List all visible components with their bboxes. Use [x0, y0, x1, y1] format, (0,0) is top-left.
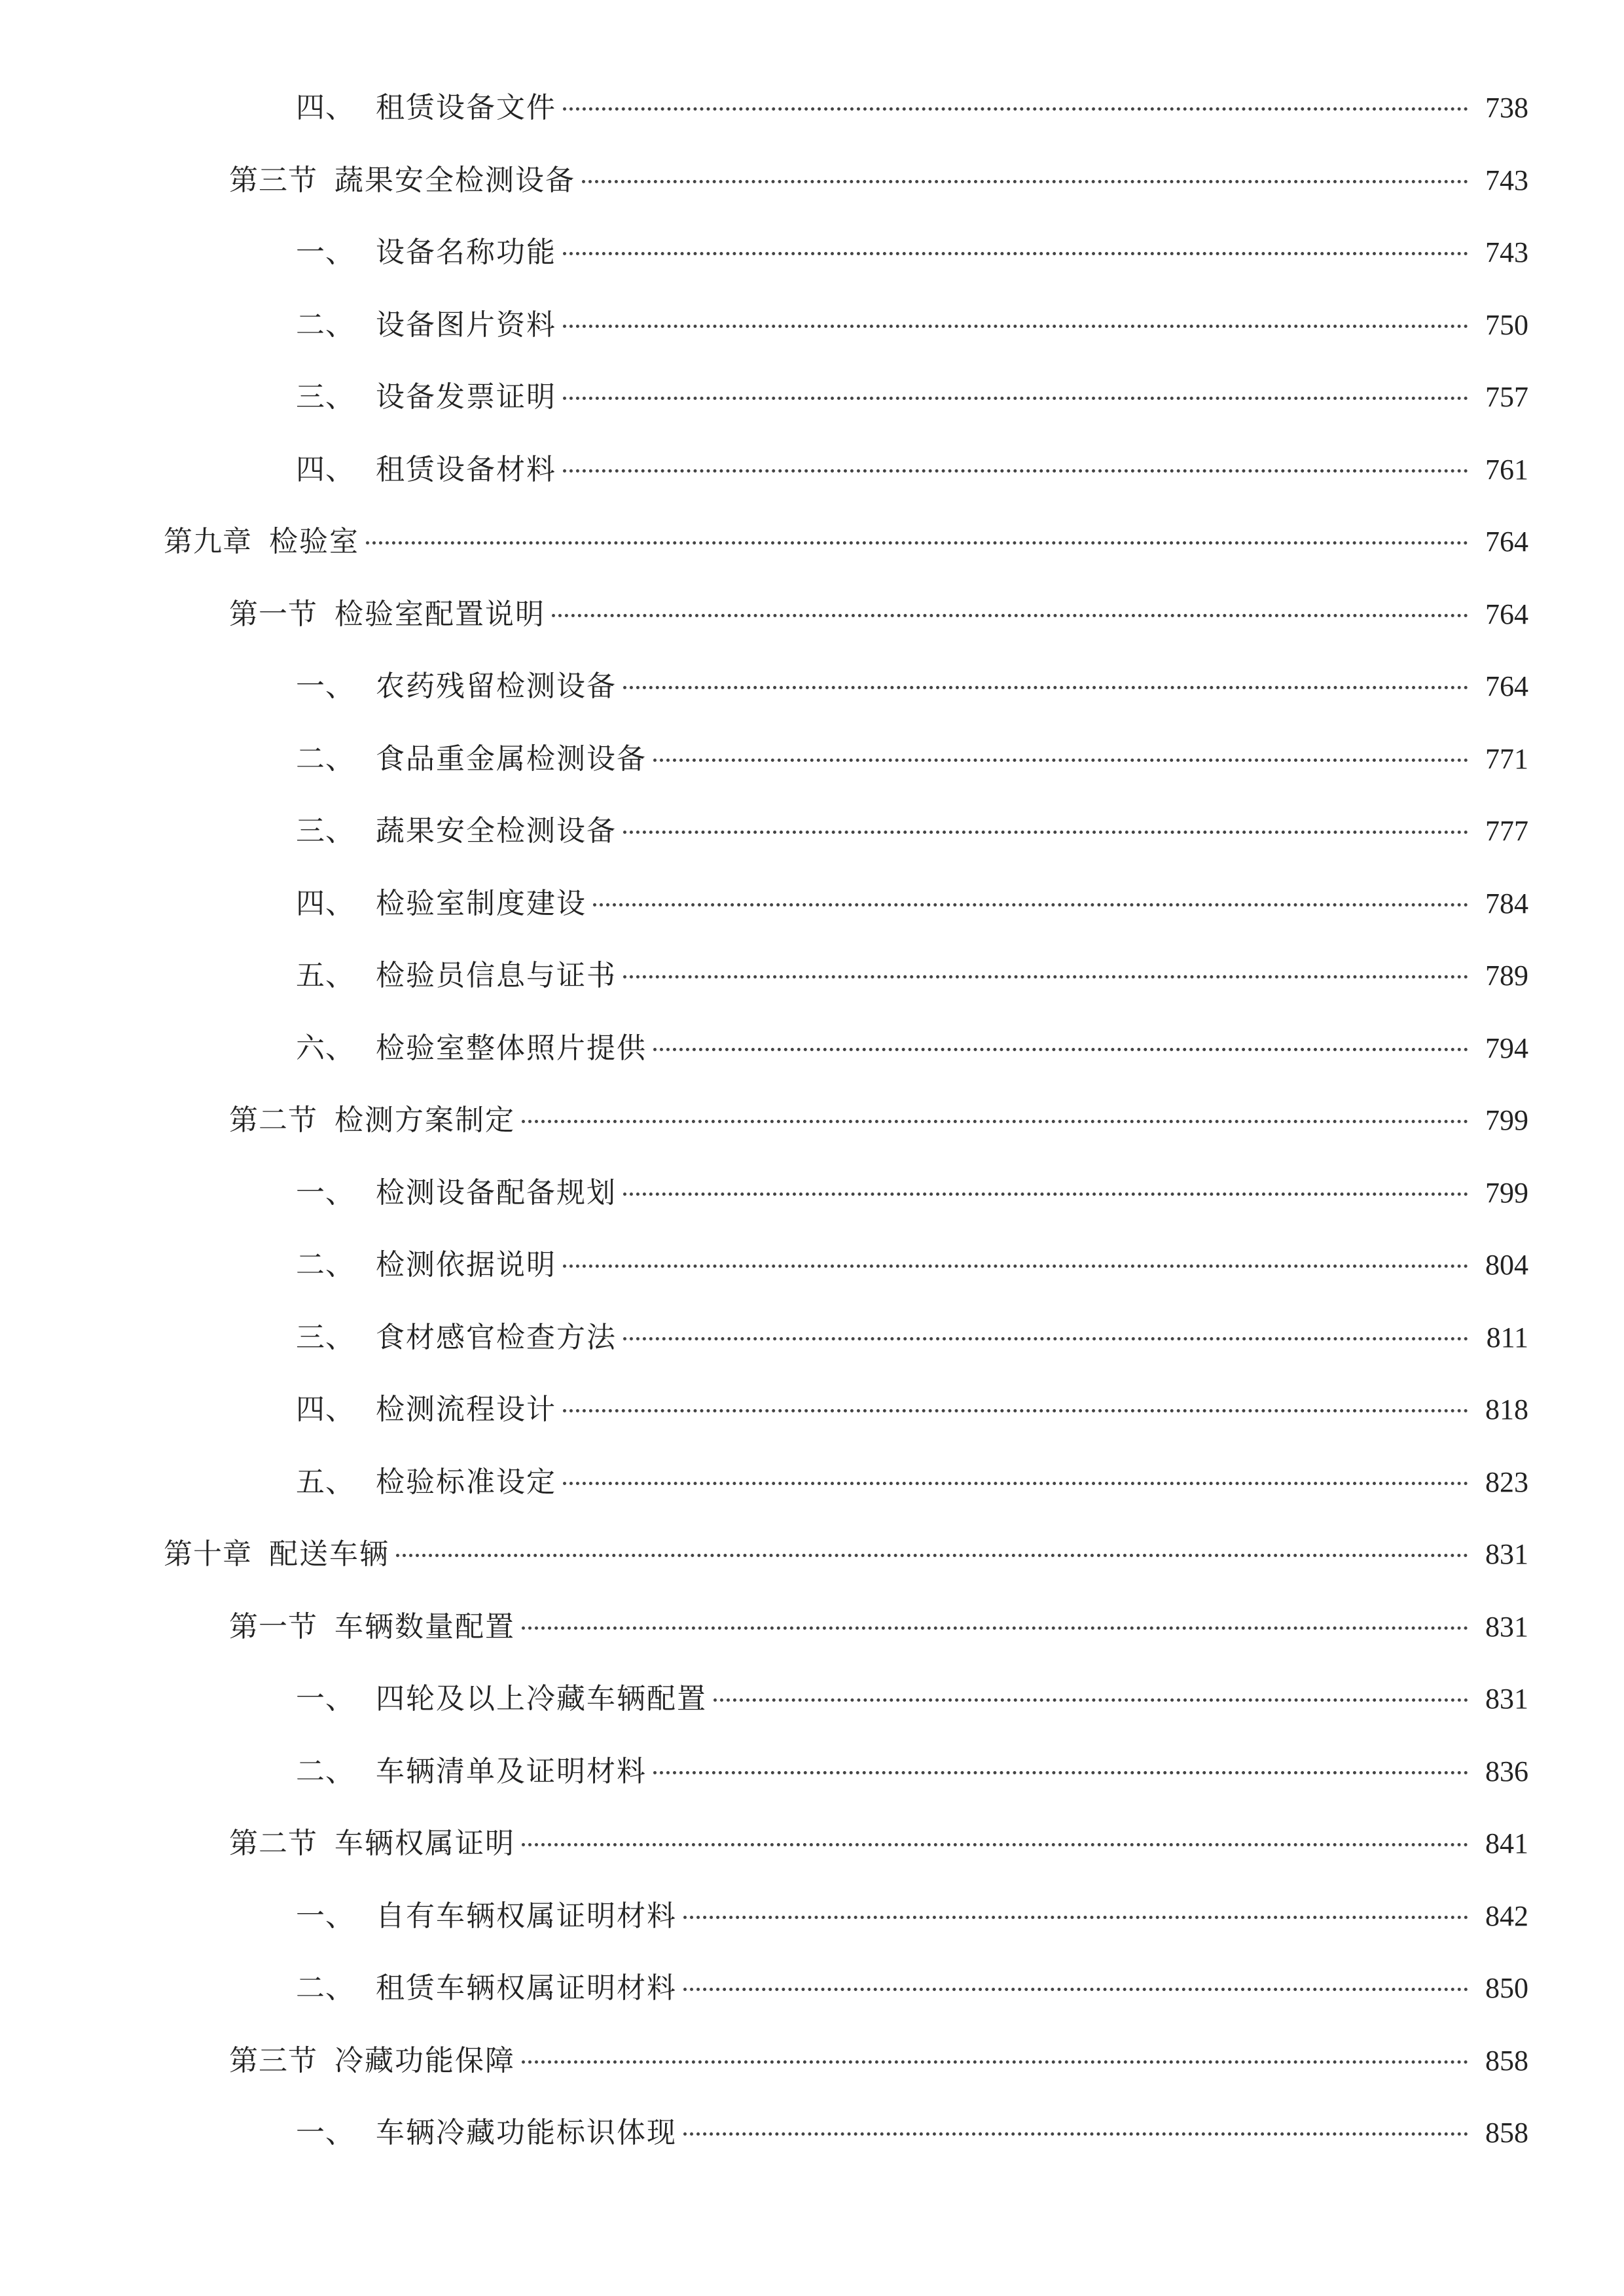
toc-entry-title: 食品重金属检测设备 — [376, 742, 647, 776]
toc-entry-title: 车辆权属证明 — [334, 1827, 515, 1860]
toc-entry-level-3[interactable] — [296, 1460, 1528, 1505]
toc-entry-page-number: 789 — [1485, 960, 1528, 992]
toc-entry-title: 检验标准设定 — [376, 1465, 556, 1499]
toc-entry-title: 检验室配置说明 — [334, 597, 545, 631]
toc-entry-level-3[interactable] — [296, 881, 1528, 927]
toc-entry-page-number: 850 — [1485, 1972, 1528, 2004]
toc-entry-page-number: 804 — [1485, 1249, 1528, 1281]
toc-entry-level-3[interactable] — [296, 1893, 1528, 1939]
toc-entry-level-3[interactable] — [296, 302, 1528, 348]
toc-entry-level-3[interactable] — [296, 1242, 1528, 1288]
toc-entry-level-3[interactable] — [296, 953, 1528, 999]
toc-entry-page-number: 811 — [1486, 1321, 1528, 1354]
toc-entry-number: 四、 — [296, 91, 355, 124]
dot-leader — [653, 1048, 1468, 1051]
dot-leader — [563, 107, 1468, 111]
toc-entry-number: 第一节 — [229, 597, 317, 631]
toc-entry-title: 农药残留检测设备 — [376, 670, 617, 703]
toc-entry-page-number: 831 — [1485, 1538, 1528, 1570]
toc-entry-level-2[interactable] — [229, 2038, 1528, 2084]
dot-leader — [563, 1409, 1468, 1412]
toc-entry-number: 四、 — [296, 1393, 355, 1426]
toc-entry-title: 检测流程设计 — [376, 1393, 556, 1426]
dot-leader — [522, 2060, 1468, 2064]
toc-entry-level-2[interactable] — [229, 592, 1528, 637]
toc-entry-page-number: 750 — [1485, 308, 1528, 341]
toc-entry-level-3[interactable] — [296, 1749, 1528, 1795]
toc-entry-title: 检测方案制定 — [334, 1103, 515, 1137]
toc-entry-page-number: 831 — [1485, 1610, 1528, 1643]
toc-entry-level-2[interactable] — [229, 158, 1528, 204]
toc-entry-page-number: 836 — [1485, 1755, 1528, 1787]
toc-entry-number: 六、 — [296, 1031, 355, 1065]
toc-entry-level-1[interactable] — [164, 519, 1528, 565]
toc-entry-number: 一、 — [296, 2116, 355, 2149]
toc-entry-level-2[interactable] — [229, 1604, 1528, 1650]
toc-entry-page-number: 743 — [1485, 236, 1528, 268]
toc-entry-number: 二、 — [296, 1754, 355, 1788]
toc-entry-level-1[interactable] — [164, 1532, 1528, 1577]
toc-entry-number: 二、 — [296, 742, 355, 776]
toc-entry-title: 配送车辆 — [269, 1537, 389, 1571]
dot-leader — [582, 180, 1468, 183]
toc-entry-title: 四轮及以上冷藏车辆配置 — [376, 1682, 707, 1715]
toc-entry-title: 检测依据说明 — [376, 1248, 556, 1282]
toc-entry-number: 四、 — [296, 886, 355, 920]
dot-leader — [623, 975, 1468, 978]
toc-entry-title: 检验室 — [269, 525, 359, 558]
dot-leader — [563, 1482, 1468, 1485]
toc-entry-number: 第二节 — [229, 1827, 317, 1860]
dot-leader — [563, 252, 1468, 255]
toc-entry-number: 第十章 — [164, 1537, 252, 1571]
toc-entry-page-number: 799 — [1485, 1176, 1528, 1209]
toc-entry-level-3[interactable] — [296, 85, 1528, 131]
toc-entry-level-2[interactable] — [229, 1821, 1528, 1867]
dot-leader — [522, 1626, 1468, 1630]
toc-entry-page-number: 757 — [1485, 381, 1528, 413]
toc-entry-page-number: 858 — [1485, 2117, 1528, 2149]
toc-entry-title: 蔬果安全检测设备 — [376, 814, 617, 848]
toc-entry-page-number: 738 — [1485, 92, 1528, 124]
toc-entry-page-number: 764 — [1485, 598, 1528, 630]
dot-leader — [623, 1193, 1468, 1196]
toc-entry-page-number: 858 — [1485, 2044, 1528, 2077]
dot-leader — [563, 469, 1468, 473]
toc-entry-level-3[interactable] — [296, 1315, 1528, 1361]
toc-entry-page-number: 761 — [1485, 453, 1528, 486]
dot-leader — [522, 1843, 1468, 1846]
dot-leader — [623, 1337, 1468, 1340]
toc-entry-title: 租赁设备材料 — [376, 452, 556, 486]
dot-leader — [653, 1771, 1468, 1774]
toc-entry-number: 四、 — [296, 452, 355, 486]
toc-entry-title: 检验员信息与证书 — [376, 959, 617, 992]
dot-leader — [593, 903, 1468, 906]
toc-entry-level-3[interactable] — [296, 736, 1528, 782]
toc-entry-number: 二、 — [296, 1248, 355, 1282]
toc-entry-level-2[interactable] — [229, 1098, 1528, 1143]
toc-entry-title: 车辆清单及证明材料 — [376, 1754, 647, 1788]
dot-leader — [623, 831, 1468, 834]
toc-entry-number: 一、 — [296, 1175, 355, 1210]
toc-entry-page-number: 841 — [1485, 1827, 1528, 1859]
toc-entry-number: 一、 — [296, 670, 355, 703]
toc-entry-number: 一、 — [296, 236, 355, 269]
toc-entry-number: 第九章 — [164, 525, 252, 558]
toc-entry-level-3[interactable] — [296, 1965, 1528, 2011]
toc-entry-title: 自有车辆权属证明材料 — [376, 1899, 677, 1933]
toc-entry-title: 设备发票证明 — [376, 380, 556, 414]
toc-entry-title: 租赁车辆权属证明材料 — [376, 1971, 677, 2005]
dot-leader — [552, 614, 1468, 617]
dot-leader — [683, 2132, 1468, 2136]
toc-entry-number: 三、 — [296, 1320, 355, 1354]
dot-leader — [396, 1554, 1468, 1557]
dot-leader — [522, 1120, 1468, 1123]
dot-leader — [563, 325, 1468, 328]
toc-entry-level-3[interactable] — [296, 1026, 1528, 1071]
toc-entry-number: 第二节 — [229, 1103, 317, 1137]
toc-entry-title: 车辆冷藏功能标识体现 — [376, 2116, 677, 2149]
toc-entry-title: 检验室制度建设 — [376, 886, 586, 920]
toc-entry-level-3[interactable] — [296, 1170, 1528, 1216]
toc-entry-page-number: 842 — [1485, 1899, 1528, 1932]
dot-leader — [683, 1916, 1468, 1919]
toc-entry-number: 第三节 — [229, 2043, 317, 2077]
toc-entry-title: 检验室整体照片提供 — [376, 1031, 647, 1065]
toc-entry-level-3[interactable] — [296, 374, 1528, 420]
toc-entry-page-number: 764 — [1485, 670, 1528, 702]
toc-entry-level-3[interactable] — [296, 230, 1528, 276]
toc-entry-number: 一、 — [296, 1899, 355, 1933]
toc-entry-number: 第一节 — [229, 1609, 317, 1643]
toc-entry-page-number: 831 — [1485, 1683, 1528, 1715]
toc-entry-title: 车辆数量配置 — [334, 1609, 515, 1643]
toc-entry-number: 第三节 — [229, 163, 317, 197]
toc-entry-page-number: 823 — [1485, 1465, 1528, 1498]
toc-entry-number: 五、 — [296, 1465, 355, 1499]
toc-entry-page-number: 799 — [1485, 1104, 1528, 1136]
toc-entry-title: 冷藏功能保障 — [334, 2043, 515, 2077]
toc-entry-page-number: 818 — [1485, 1393, 1528, 1426]
toc-entry-page-number: 764 — [1485, 526, 1528, 558]
toc-entry-number: 五、 — [296, 959, 355, 992]
toc-entry-title: 检测设备配备规划 — [376, 1175, 617, 1210]
toc-entry-title: 租赁设备文件 — [376, 91, 556, 124]
toc-entry-number: 三、 — [296, 380, 355, 414]
dot-leader — [366, 541, 1468, 545]
toc-entry-level-3[interactable] — [296, 2110, 1528, 2156]
dot-leader — [623, 686, 1468, 689]
toc-entry-level-3[interactable] — [296, 1676, 1528, 1722]
toc-entry-level-3[interactable] — [296, 1387, 1528, 1433]
toc-entry-title: 设备名称功能 — [376, 236, 556, 269]
toc-entry-page-number: 777 — [1485, 815, 1528, 847]
toc-entry-page-number: 794 — [1485, 1031, 1528, 1064]
toc-entry-page-number: 771 — [1485, 742, 1528, 775]
toc-entry-number: 三、 — [296, 814, 355, 848]
dot-leader — [713, 1698, 1468, 1702]
dot-leader — [563, 1265, 1468, 1268]
toc-entry-level-3[interactable] — [296, 664, 1528, 709]
toc-entry-number: 二、 — [296, 308, 355, 342]
toc-entry-title: 设备图片资料 — [376, 308, 556, 342]
toc-entry-level-3[interactable] — [296, 447, 1528, 493]
toc-entry-number: 二、 — [296, 1971, 355, 2005]
toc-entry-title: 蔬果安全检测设备 — [334, 163, 575, 197]
toc-entry-number: 一、 — [296, 1682, 355, 1715]
toc-entry-page-number: 784 — [1485, 887, 1528, 920]
dot-leader — [563, 397, 1468, 400]
toc-entry-title: 食材感官检查方法 — [376, 1320, 617, 1354]
dot-leader — [653, 759, 1468, 762]
toc-entry-page-number: 743 — [1485, 164, 1528, 196]
dot-leader — [683, 1988, 1468, 1991]
toc-entry-level-3[interactable] — [296, 808, 1528, 854]
